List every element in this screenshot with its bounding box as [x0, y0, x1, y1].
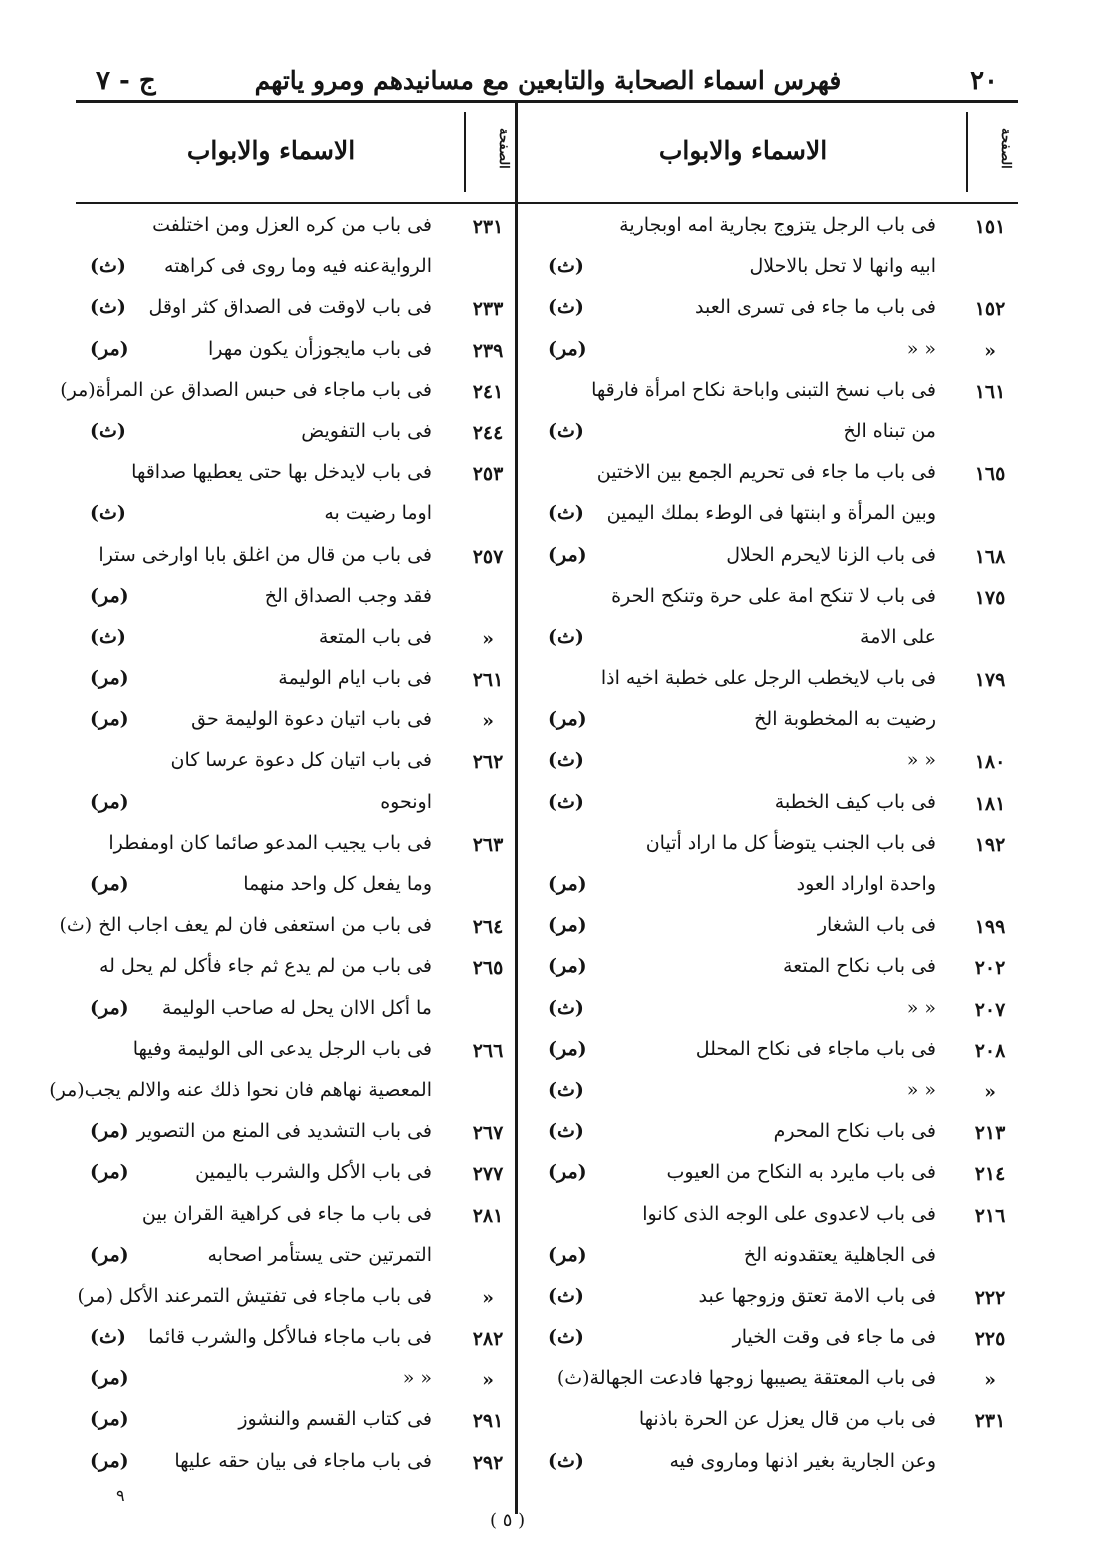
index-row: [518, 785, 1018, 826]
source-tag: (مر): [90, 873, 129, 895]
entry-text: فى ما جاء فى وقت الخيار: [732, 1326, 936, 1349]
page-ref: ٢٦٦: [472, 1039, 504, 1062]
index-row: [76, 1114, 516, 1155]
index-row: [518, 908, 1018, 949]
entry-text: وما يفعل كل واحد منهما: [243, 873, 432, 895]
page-ref: ٢٤١: [472, 380, 504, 403]
page-ref: ٢٩١: [472, 1410, 504, 1433]
index-row: [518, 1073, 1018, 1114]
index-row: [518, 208, 1018, 249]
entry-text: فى باب لايخطب الرجل على خطبة اخيه اذا: [600, 667, 936, 690]
index-row: [518, 1279, 1018, 1320]
source-tag: (مر): [548, 955, 587, 978]
index-row: [518, 743, 1018, 784]
entry-text: فى الجاهلية يعتقدونه الخ: [743, 1243, 936, 1266]
page-ref: «: [984, 1080, 996, 1103]
right-column: [518, 102, 1018, 1522]
page-ref: ٢٥٣: [472, 463, 504, 486]
entry-text: فى باب نكاح المتعة: [783, 955, 936, 978]
page-ref: «: [984, 1369, 996, 1392]
right-column-heading: [518, 102, 1018, 202]
source-tag: (مر): [90, 337, 129, 360]
source-tag: (ث): [548, 1078, 584, 1101]
source-tag: (ث): [548, 1120, 584, 1143]
entry-text: فى باب المتعة: [318, 625, 432, 648]
index-row: [518, 455, 1018, 496]
entry-text: فقد وجب الصداق الخ: [264, 584, 432, 607]
index-row: [518, 496, 1018, 537]
entry-text: ابيه وانها لا تحل بالاحلال: [749, 255, 936, 278]
index-row: [76, 1197, 516, 1238]
source-tag: (مر): [90, 584, 129, 607]
index-row: [76, 743, 516, 784]
page-ref: ٢٢٥: [974, 1328, 1006, 1351]
source-tag: (مر): [548, 914, 587, 937]
source-tag: (مر): [90, 1449, 129, 1472]
source-tag: (ث): [548, 502, 584, 525]
page-ref: «: [482, 1369, 494, 1392]
page-ref: ٢٧٧: [472, 1163, 504, 1186]
page-ref: ٢٦٥: [472, 957, 504, 980]
page-header: [78, 64, 1018, 100]
entry-text: وعن الجارية بغير اذنها وماروى فيه: [669, 1449, 936, 1472]
index-row: [76, 579, 516, 620]
entry-text: « «: [402, 1367, 432, 1390]
index-row: [76, 1361, 516, 1402]
page-ref: ١٦٨: [974, 545, 1006, 568]
source-tag: (ث): [90, 255, 126, 278]
index-row: [76, 1444, 516, 1485]
entry-text: فى باب كيف الخطبة: [774, 790, 936, 813]
index-row: [518, 290, 1018, 331]
entry-text: فى باب من لم يدع ثم جاء فأكل لم يحل له: [98, 955, 432, 978]
index-row: [518, 620, 1018, 661]
footer-mark: ٩: [116, 1486, 125, 1505]
entry-text: اونحوه: [380, 790, 432, 813]
page-ref: ١٨٠: [974, 751, 1006, 774]
index-row: [76, 826, 516, 867]
entry-text: فى باب ايام الوليمة: [278, 667, 432, 690]
page-ref: ٢٠٨: [974, 1039, 1006, 1062]
column-heading-rule: [76, 202, 516, 204]
entry-text: فى كتاب القسم والنشوز: [238, 1408, 432, 1431]
entry-text: فى باب ماجاء فى نكاح المحلل: [695, 1037, 936, 1060]
page-ref: ٢١٦: [974, 1204, 1006, 1227]
page-ref: ٢٣١: [472, 216, 504, 238]
entry-text: فى باب نسخ التبنى واباحة نكاح امرأة فارقها: [591, 378, 936, 401]
source-tag: (ث): [548, 1326, 584, 1349]
entry-text: فى باب من استعفى فان لم يعف اجاب الخ (ث): [59, 914, 432, 937]
volume-label: ج - ٧: [96, 66, 156, 96]
entry-text: فى باب اتيان كل دعوة عرسا كان: [170, 749, 432, 772]
source-tag: (مر): [548, 1243, 587, 1266]
index-row: [76, 1155, 516, 1196]
entry-text: فى باب مايجوزأن يكون مهرا: [207, 337, 432, 360]
index-row: [76, 455, 516, 496]
index-row: [518, 1444, 1018, 1485]
entry-text: فى باب التشديد فى المنع من التصوير: [136, 1120, 432, 1143]
page-ref: ٢٣٣: [472, 298, 504, 321]
entry-text: فى باب ما جاء فى تسرى العبد: [694, 296, 936, 319]
index-row: [518, 1032, 1018, 1073]
page-ref: ١٧٥: [974, 586, 1006, 609]
page-ref: ٢٣٩: [472, 339, 504, 362]
index-row: [76, 1402, 516, 1443]
page-ref: «: [482, 710, 494, 733]
entry-text: فى باب الأكل والشرب باليمين: [195, 1161, 432, 1184]
index-row: [76, 1279, 516, 1320]
index-row: [518, 1402, 1018, 1443]
index-row: [518, 1320, 1018, 1361]
index-row: [60, 373, 516, 414]
entry-text: على الامة: [860, 625, 936, 648]
heading-separator: [464, 112, 466, 192]
page-ref: ١٨١: [974, 792, 1006, 815]
entry-text: فى باب لاعدوى على الوجه الذى كانوا: [642, 1202, 936, 1225]
source-tag: (مر): [90, 708, 129, 731]
page-ref: ١٩٩: [974, 916, 1006, 939]
index-row: [518, 991, 1018, 1032]
source-tag: (ث): [90, 419, 126, 442]
source-tag: (ث): [548, 625, 584, 648]
page-ref: ٢٥٧: [472, 545, 504, 568]
index-row: [518, 1197, 1018, 1238]
index-row: [76, 496, 516, 537]
index-row: [76, 414, 516, 455]
source-tag: (ث): [548, 255, 584, 278]
sheet-number: ( ٥ ): [490, 1510, 526, 1531]
entry-text: فى باب الشغار: [817, 914, 936, 937]
entry-text: فى باب يجيب المدعو صائما كان اومفطرا: [108, 831, 432, 854]
page-ref: «: [984, 339, 996, 362]
index-row: [518, 249, 1018, 290]
source-tag: (ث): [90, 625, 126, 648]
source-tag: (مر): [90, 1120, 129, 1143]
index-row: [518, 1238, 1018, 1279]
page-column-label: الصفحة: [998, 128, 1013, 169]
column-title: الاسماء والابواب: [186, 136, 356, 165]
page-ref: ١٦٥: [974, 463, 1006, 486]
entry-text: المعصية نهاهم فان نحوا ذلك عنه والالم يجب(مر): [49, 1078, 432, 1101]
page-ref: ١٥١: [974, 216, 1006, 238]
page-ref: «: [482, 1286, 494, 1309]
source-tag: (ث): [548, 790, 584, 813]
source-tag: (ث): [548, 749, 584, 772]
source-tag: (مر): [90, 1243, 129, 1266]
entry-text: فى باب ما جاء فى تحريم الجمع بين الاختين: [596, 461, 936, 484]
index-row: [518, 826, 1018, 867]
source-tag: (ث): [548, 1449, 584, 1472]
page-number: ٢٠: [970, 66, 998, 96]
index-row: [518, 949, 1018, 990]
source-tag: (مر): [90, 1408, 129, 1431]
entry-text: « «: [906, 1078, 936, 1101]
source-tag: (مر): [90, 1161, 129, 1184]
index-row: [518, 702, 1018, 743]
entry-text: فى باب الرجل يدعى الى الوليمة وفيها: [132, 1037, 432, 1060]
index-row: [76, 538, 516, 579]
page-ref: ١٧٩: [974, 669, 1006, 692]
entry-text: فى باب ماجاء فىالأكل والشرب قائما: [148, 1326, 432, 1349]
index-row: [518, 661, 1018, 702]
page-ref: ٢٤٤: [472, 421, 504, 444]
right-index-rows: [518, 208, 1018, 1485]
index-row: [76, 332, 516, 373]
index-row: [49, 1073, 516, 1114]
entry-text: فى باب من كره العزل ومن اختلفت: [152, 214, 432, 236]
entry-text: فى باب لايدخل بها حتى يعطيها صداقها: [131, 461, 432, 484]
left-column: [49, 102, 516, 1522]
index-row: [59, 908, 516, 949]
entry-text: فى باب من قال يعزل عن الحرة باذنها: [638, 1408, 936, 1431]
index-row: [518, 1114, 1018, 1155]
index-row: [76, 290, 516, 331]
source-tag: (ث): [90, 296, 126, 319]
index-row: [76, 702, 516, 743]
source-tag: (ث): [548, 1284, 584, 1307]
source-tag: (ث): [548, 419, 584, 442]
index-row: [76, 1032, 516, 1073]
source-tag: (مر): [548, 543, 587, 566]
index-row: [518, 414, 1018, 455]
page-ref: ٢٦٣: [472, 833, 504, 856]
entry-text: فى باب الامة تعتق وزوجها عبد: [698, 1284, 936, 1307]
index-row: [76, 991, 516, 1032]
source-tag: (مر): [90, 996, 129, 1019]
page-ref: ٢٠٢: [974, 957, 1006, 980]
page-ref: ١٩٢: [974, 833, 1006, 856]
heading-separator: [966, 112, 968, 192]
page-ref: ٢٦٢: [472, 751, 504, 774]
page-ref: ٢١٤: [974, 1163, 1006, 1186]
page-ref: ٢٠٧: [974, 998, 1006, 1021]
source-tag: (مر): [548, 337, 587, 360]
index-row: [76, 1320, 516, 1361]
entry-text: فى باب الرجل يتزوج بجارية امه اوبجارية: [619, 214, 936, 236]
page-ref: ٢٦١: [472, 669, 504, 692]
page-ref: ١٥٢: [974, 298, 1006, 321]
entry-text: من تبناه الخ: [843, 419, 936, 442]
index-row: [76, 785, 516, 826]
index-row: [518, 538, 1018, 579]
entry-text: فى باب نكاح المحرم: [773, 1120, 936, 1143]
entry-text: فى باب لاوقت فى الصداق كثر اوقل: [148, 296, 432, 319]
index-row: [76, 1238, 516, 1279]
page-ref: ٢٢٢: [974, 1286, 1006, 1309]
entry-text: فى باب الجنب يتوضأ كل ما اراد أتيان: [645, 831, 936, 854]
page-ref: ٢٩٢: [472, 1451, 504, 1474]
source-tag: (ث): [548, 996, 584, 1019]
index-row: [518, 373, 1018, 414]
source-tag: (مر): [90, 667, 129, 690]
entry-text: الروايةعنه فيه وما روى فى كراهته: [164, 255, 432, 278]
page-ref: ٢٦٧: [472, 1122, 504, 1145]
left-column-heading: [76, 102, 516, 202]
page-ref: «: [482, 627, 494, 650]
entry-text: ما أكل الاان يحل له صاحب الوليمة: [161, 996, 432, 1019]
index-row: [76, 661, 516, 702]
column-heading-rule: [518, 202, 1018, 204]
page-ref: ٢٨١: [472, 1204, 504, 1227]
entry-text: فى باب لا تنكح امة على حرة وتنكح الحرة: [611, 584, 936, 607]
index-row: [76, 949, 516, 990]
entry-text: فى باب من قال من اغلق بابا اوارخى سترا: [98, 543, 432, 566]
index-row: [518, 1361, 1018, 1402]
entry-text: واحدة اواراد العود: [796, 873, 936, 895]
entry-text: « «: [906, 996, 936, 1019]
entry-text: فى باب ماجاء فى حبس الصداق عن المرأة(مر): [60, 378, 432, 401]
page-column-label: الصفحة: [496, 128, 511, 169]
source-tag: (مر): [548, 873, 587, 895]
entry-text: « «: [906, 749, 936, 772]
source-tag: (ث): [548, 296, 584, 319]
index-row: [76, 620, 516, 661]
index-row: [518, 1155, 1018, 1196]
source-tag: (ث): [90, 502, 126, 525]
page-ref: ٢١٣: [974, 1122, 1006, 1145]
entry-text: رضيت به المخطوبة الخ: [754, 708, 936, 731]
index-row: [518, 332, 1018, 373]
entry-text: فى باب الزنا لايحرم الحلال: [726, 543, 936, 566]
page-ref: ١٦١: [974, 380, 1006, 403]
entry-text: فى باب ماجاء فى تفتيش التمرعند الأكل (مر): [77, 1284, 432, 1307]
page-title: فهرس اسماء الصحابة والتابعين مع مسانيدهم ومرو ياتهم: [254, 66, 842, 95]
entry-text: فى باب ما جاء فى كراهية القران بين: [141, 1202, 432, 1225]
source-tag: (مر): [90, 790, 129, 813]
index-row: [76, 249, 516, 290]
source-tag: (مر): [548, 1037, 587, 1060]
entry-text: وبين المرأة و ابنتها فى الوطء بملك اليمين: [606, 502, 936, 525]
entry-text: فى باب ماجاء فى بيان حقه عليها: [174, 1449, 432, 1472]
index-row: [76, 208, 516, 249]
page-ref: ٢٣١: [974, 1410, 1006, 1433]
index-row: [518, 579, 1018, 620]
source-tag: (مر): [548, 1161, 587, 1184]
left-index-rows: [49, 208, 516, 1485]
index-row: [518, 867, 1018, 908]
page-ref: ٢٨٢: [472, 1328, 504, 1351]
index-row: [76, 867, 516, 908]
entry-text: « «: [906, 337, 936, 360]
entry-text: فى باب اتيان دعوة الوليمة حق: [191, 708, 432, 731]
source-tag: (مر): [90, 1367, 129, 1390]
entry-text: فى باب المعتقة يصيبها زوجها فادعت الجهالة(ث): [556, 1367, 936, 1390]
entry-text: فى باب التفويض: [301, 419, 432, 442]
source-tag: (مر): [548, 708, 587, 731]
column-title: الاسماء والابواب: [658, 136, 828, 165]
source-tag: (ث): [90, 1326, 126, 1349]
entry-text: التمرتين حتى يستأمر اصحابه: [207, 1243, 432, 1266]
page-ref: ٢٦٤: [472, 916, 504, 939]
entry-text: اوما رضيت به: [324, 502, 432, 525]
entry-text: فى باب مايرد به النكاح من العيوب: [666, 1161, 936, 1184]
